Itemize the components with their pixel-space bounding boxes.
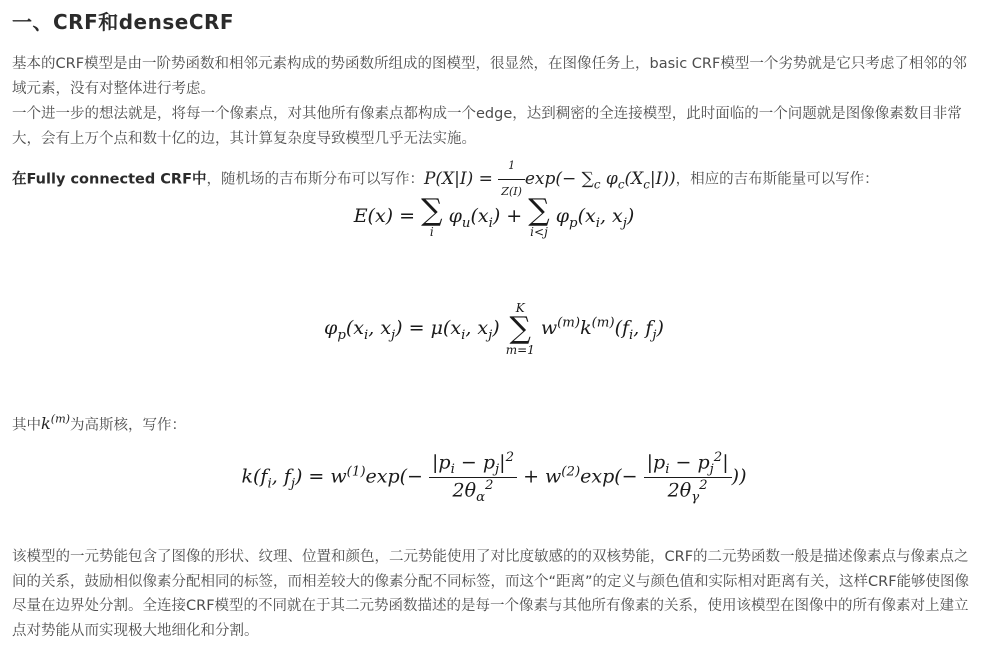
kernel-symbol: $k^{(m)}$ xyxy=(41,413,71,434)
energy-equation: E(x) = ∑ i $\varphi_u(x_i)$ + ∑ i<j $\varphi_p(x_i$, $x_j$) xyxy=(353,193,635,239)
kernel-text-end: 为高斯核，写作： xyxy=(70,417,187,434)
paragraph-kernel xyxy=(12,408,977,438)
pairwise-equation: $\varphi_p(x_i$, $x_j) = \mu(x_i$, $x_j$) K ∑ m=1 $w^{(m)}k^{(m)}(f_i$, $f_j$) xyxy=(324,301,664,357)
kernel-text-start: 其中 xyxy=(12,417,41,434)
paragraph-model-description: 该模型的一元势能包含了图像的形状、纹理、位置和颜色，二元势能使用了对比度敏感的的双核势能，CRF的二元势函数一般是描述像素点与像素点之间的关系，鼓励相似像素分配相同的标签，而相差较大的像素分配不同标签，而这个“距离”的定义与颜色值和实际相对距离有关，这样CRF能够使图像尽量在边界处分割。全连接CRF模型的不同就在于其二元势函数描述的是每一个像素与其他所有像素的关系，使用该模型在图像中的所有像素对上建立点对势能从而实现极大地细化和分割。 xyxy=(12,549,970,639)
bold-lead: 在Fully connected CRF中 xyxy=(12,171,207,188)
section-heading: 一、CRF和denseCRF xyxy=(12,10,235,34)
paragraph-basic-crf: 基本的CRF模型是由一阶势函数和相邻元素构成的势函数所组成的图模型，很显然，在图像任务上，basic CRF模型一个劣势就是它只考虑了相邻的邻域元素，没有对整体进行考虑。 xyxy=(12,56,967,97)
gibbs-energy-text: ，相应的吉布斯能量可以写作： xyxy=(675,171,879,188)
gibbs-text: ，随机场的吉布斯分布可以写作： xyxy=(206,171,424,188)
paragraph-dense-idea: 一个进一步的想法就是，将每一个像素点，对其他所有像素点都构成一个edge，达到稠密的全连接模型，此时面临的一个问题就是图像像素数目非常大，会有上万个点和数十亿的边，其计算复杂度导致模型几乎无法实施。 xyxy=(12,106,962,147)
gibbs-formula: P(X|I) = $\frac{1}{Z(I)}$ $\exp(- \sum_c$ $\varphi_c(X_c|I)$) xyxy=(424,169,676,189)
gaussian-kernel-equation: $k(f_i$, $f_j) = w^{(1)}\exp(-$ $\frac{|p_i - p_j|^2}{2\theta_\alpha^2}$ + $w^{(2)}\exp(-$ $\frac{|p_i - p_j^2|}{2\theta_\gamma^2}$ )) xyxy=(241,450,747,506)
